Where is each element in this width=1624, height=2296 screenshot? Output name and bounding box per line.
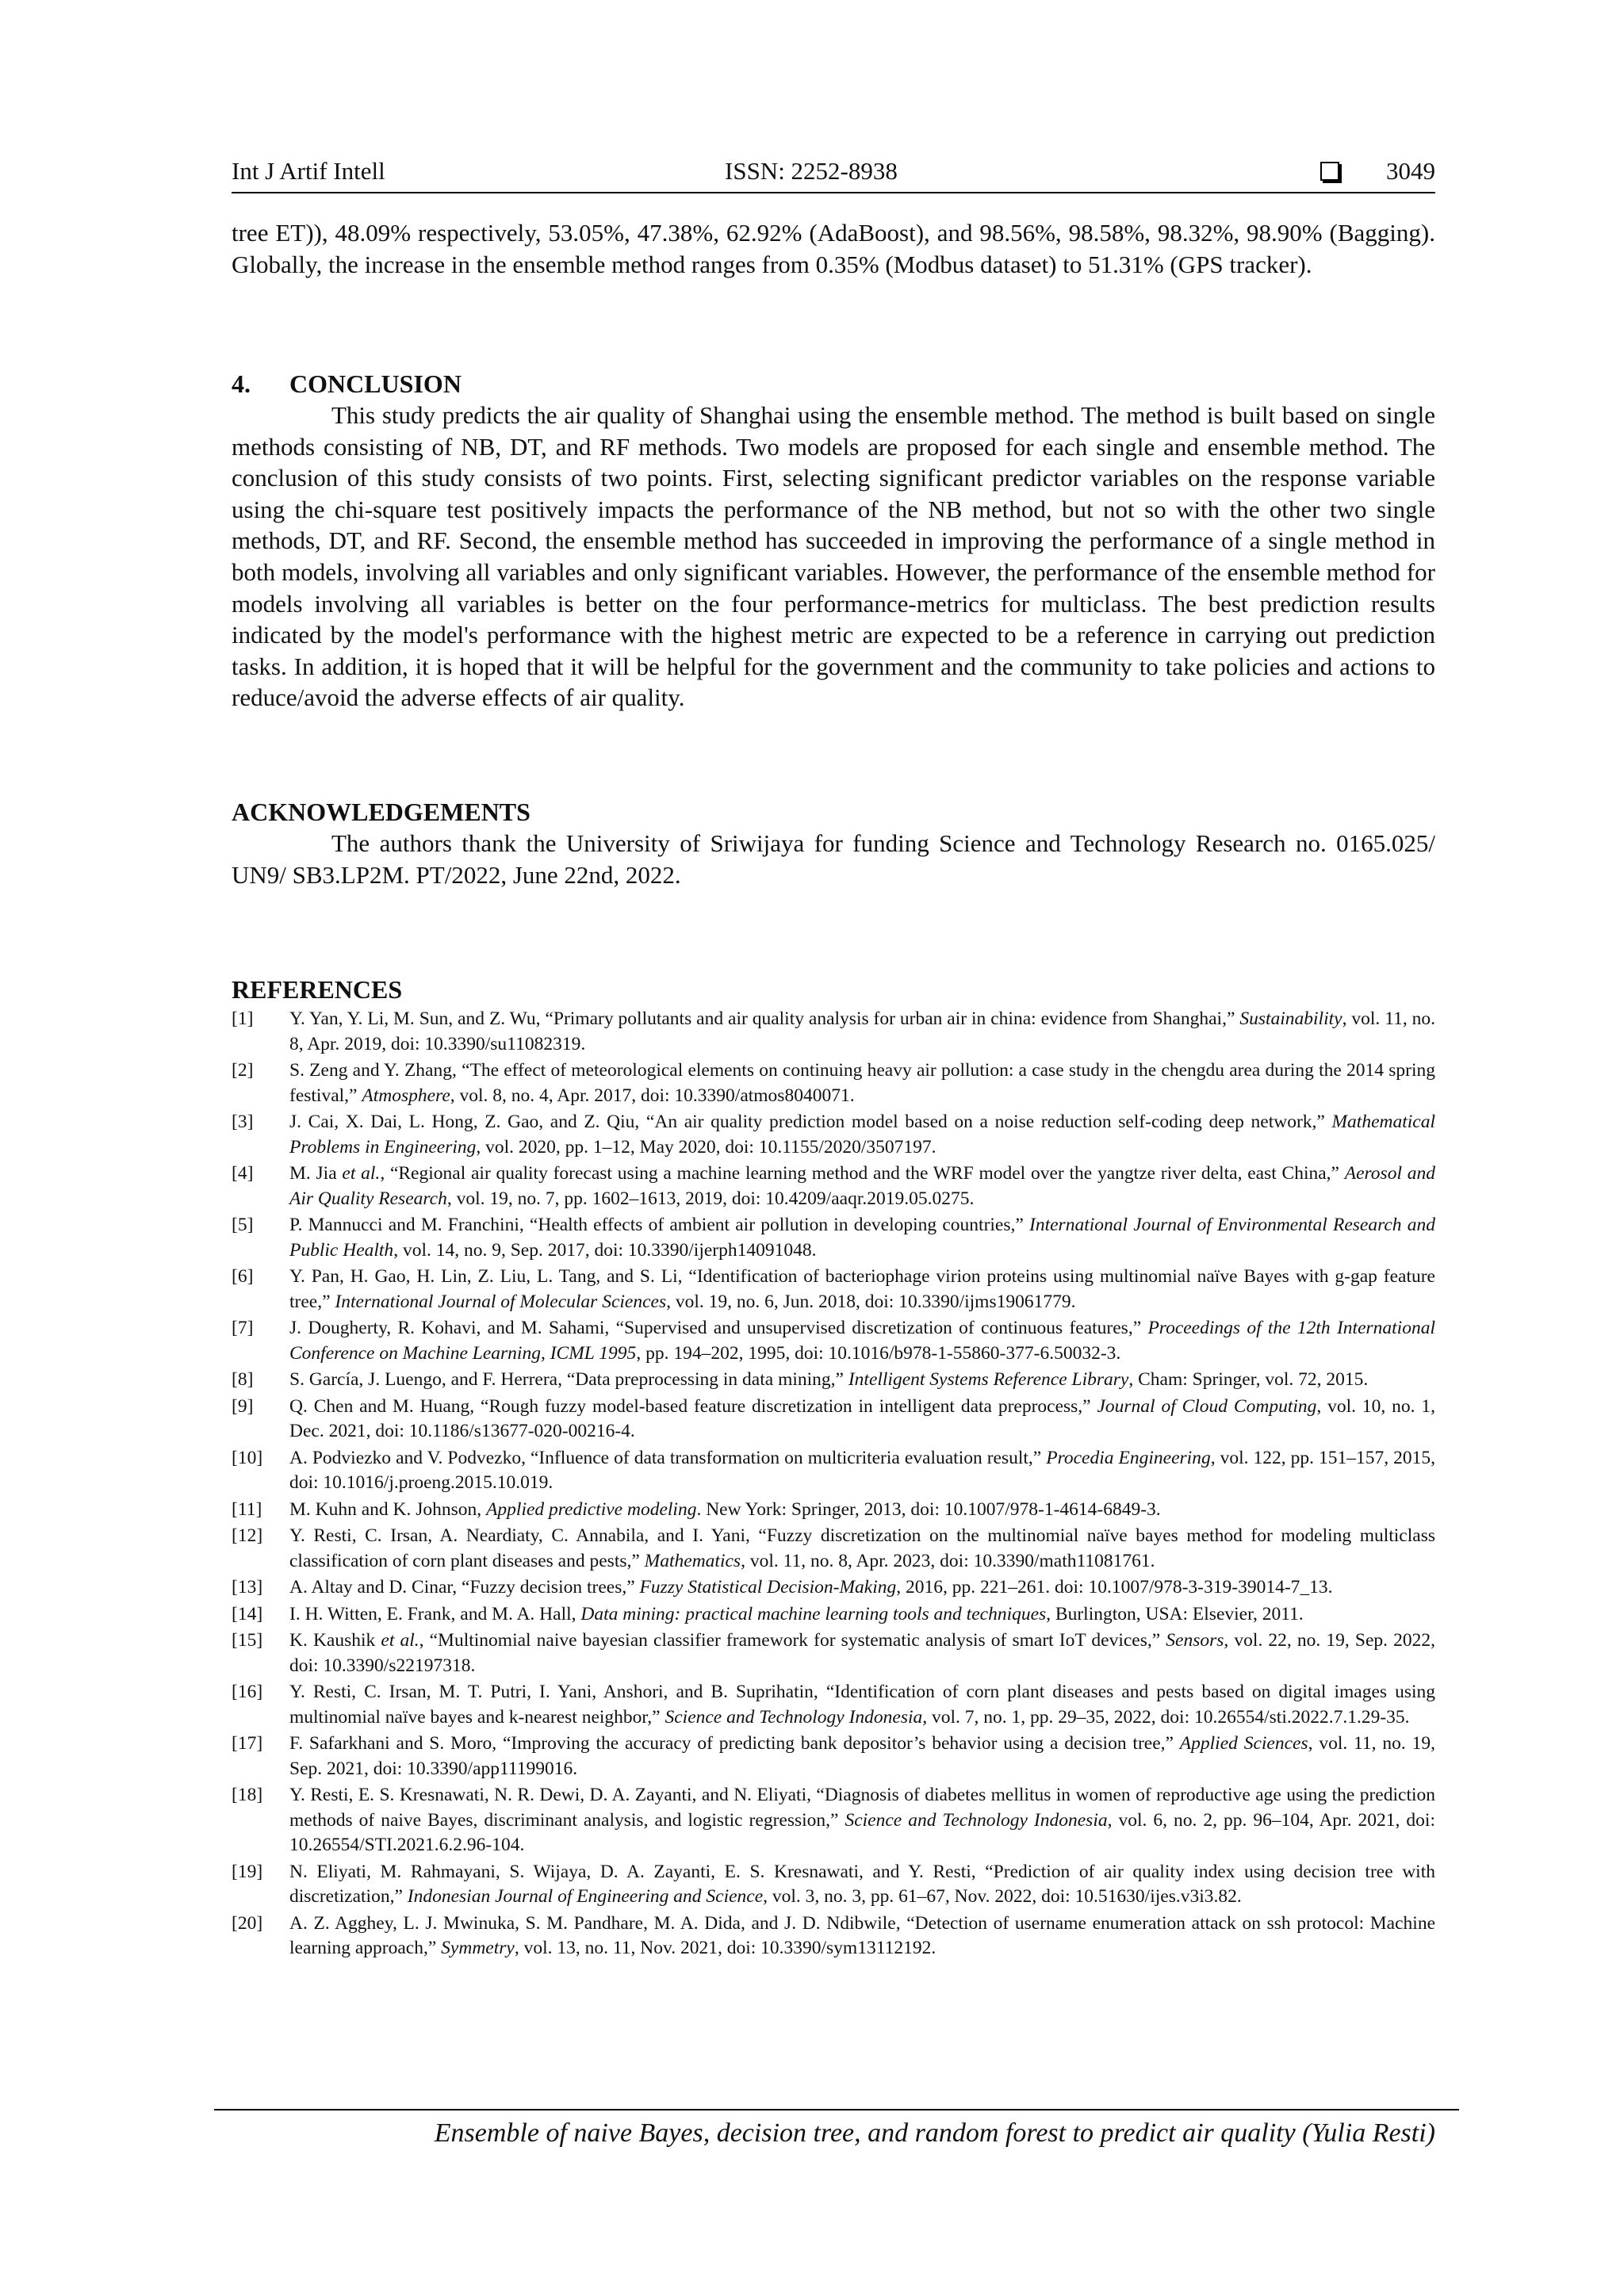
reference-item: [232, 1628, 1435, 1678]
reference-details: , vol. 19, no. 6, Jun. 2018, doi: 10.3390/ijms19061779.: [666, 1291, 1076, 1312]
reference-source: Journal of Cloud Computing: [1097, 1395, 1317, 1417]
reference-source: Proceedings of the 12th International Conference on Machine Learning, ICML 1995: [289, 1318, 1435, 1364]
reference-text: Y. Resti, C. Irsan, M. T. Putri, I. Yani, Anshori, and B. Suprihatin, “Identification of corn plant diseases and pests based on digital images using multinomial naïve bayes and k-nearest neighbor,”: [289, 1682, 1435, 1728]
reference-source: Science and Technology Indonesia: [845, 1809, 1108, 1831]
reference-source: Fuzzy Statistical Decision-Making: [639, 1577, 897, 1598]
square-icon: [1320, 162, 1339, 181]
reference-item: [232, 1265, 1435, 1314]
reference-number: [6]: [232, 1266, 254, 1287]
reference-text: Y. Resti, C. Irsan, A. Neardiaty, C. Annabila, and I. Yani, “Fuzzy discretization on the multinomial naïve bayes method for modeling multiclass classification of corn plant diseases and pests,”: [289, 1525, 1435, 1571]
reference-details: , Burlington, USA: Elsevier, 2011.: [1046, 1603, 1304, 1624]
reference-source: Data mining: practical machine learning tools and techniques: [580, 1603, 1047, 1624]
reference-number: [4]: [232, 1163, 254, 1184]
reference-item: [232, 1575, 1435, 1601]
reference-et-al: et al.: [342, 1163, 381, 1184]
reference-text: Y. Resti, E. S. Kresnawati, N. R. Dewi, D. A. Zayanti, and N. Eliyati, “Diagnosis of diabetes mellitus in women of reproductive age using the prediction methods of naive Bayes, discriminant analysis, and logistic regression,”: [289, 1785, 1435, 1831]
reference-source: Symmetry: [441, 1938, 515, 1958]
reference-item: [232, 1524, 1435, 1574]
reference-text: N. Eliyati, M. Rahmayani, S. Wijaya, D. A. Zayanti, E. S. Kresnawati, and Y. Resti, “Prediction of air quality index using decision tree with discretization,”: [289, 1861, 1435, 1907]
reference-text: P. Mannucci and M. Franchini, “Health effects of ambient air pollution in developing countries,”: [289, 1215, 1030, 1235]
reference-details: , 2016, pp. 221–261. doi: 10.1007/978-3-319-39014-7_13.: [896, 1577, 1333, 1598]
reference-source: Applied Sciences: [1179, 1733, 1308, 1754]
reference-text: A. Altay and D. Cinar, “Fuzzy decision trees,”: [289, 1577, 640, 1598]
reference-details: , vol. 2020, pp. 1–12, May 2020, doi: 10.1155/2020/3507197.: [476, 1136, 936, 1158]
reference-details: , vol. 10, no. 1, Dec. 2021, doi: 10.1186/s13677-020-00216-4.: [289, 1395, 1436, 1441]
reference-number: [5]: [232, 1215, 254, 1235]
reference-text: K. Kaushik: [289, 1630, 381, 1651]
reference-source: Mathematics: [644, 1550, 741, 1571]
conclusion-paragraph: This study predicts the air quality of Shanghai using the ensemble method. The method is built based on single methods consisting of NB, DT, and RF methods. Two models are proposed for each single and ensemble method. The conclusion of this study consists of two points. First, selecting significant predictor variables on the response variable using the chi-square test positively impacts the performance of the NB method, but not so with the other two single methods, DT, and RF. Second, the ensemble method has succeeded in improving the performance of a single method in both models, involving all variables and only significant variables. However, the performance of the ensemble method for models involving all variables is better on the four performance-metrics for multiclass. The best prediction results indicated by the model's performance with the highest metric are expected to be a reference in carrying out prediction tasks. In addition, it is hoped that it will be helpful for the government and the community to take policies and actions to reduce/avoid the adverse effects of air quality.: [232, 401, 1435, 712]
reference-item: [232, 1446, 1435, 1496]
reference-item: [232, 1732, 1435, 1781]
reference-text: M. Jia: [289, 1163, 343, 1184]
issn: ISSN: 2252-8938: [725, 157, 898, 185]
conclusion-section: [232, 368, 1435, 714]
reference-item: [232, 1058, 1435, 1108]
section-number: 4.: [232, 369, 251, 398]
reference-item: [232, 1213, 1435, 1263]
reference-text: J. Dougherty, R. Kohavi, and M. Sahami, “Supervised and unsupervised discretization of continuous features,”: [289, 1318, 1148, 1338]
references-heading: REFERENCES: [232, 975, 403, 1004]
reference-text: Y. Yan, Y. Li, M. Sun, and Z. Wu, “Primary pollutants and air quality analysis for urban air in china: evidence from Shanghai,”: [289, 1008, 1240, 1029]
reference-number: [17]: [232, 1733, 263, 1754]
reference-item: [232, 1007, 1435, 1057]
acknowledgements-paragraph: The authors thank the University of Sriwijaya for funding Science and Technology Research no. 0165.025/ UN9/ SB3.LP2M. PT/2022, June 22nd, 2022.: [232, 829, 1435, 889]
reference-number: [9]: [232, 1395, 254, 1417]
reference-details: , vol. 7, no. 1, pp. 29–35, 2022, doi: 10.26554/sti.2022.7.1.29-35.: [922, 1706, 1410, 1728]
reference-text: M. Kuhn and K. Johnson,: [289, 1498, 487, 1520]
reference-details: , vol. 11, no. 8, Apr. 2019, doi: 10.3390/su11082319.: [289, 1008, 1435, 1054]
reference-number: [14]: [232, 1603, 263, 1624]
reference-source: International Journal of Molecular Sciences: [335, 1291, 667, 1312]
reference-text: , “Regional air quality forecast using a machine learning method and the WRF model over the yangtze river delta, east China,”: [380, 1163, 1345, 1184]
reference-source: Applied predictive modeling: [486, 1498, 697, 1520]
reference-details: , Cham: Springer, vol. 72, 2015.: [1128, 1369, 1369, 1390]
reference-source: Mathematical Problems in Engineering: [289, 1112, 1435, 1158]
reference-text: I. H. Witten, E. Frank, and M. A. Hall,: [289, 1603, 581, 1624]
reference-number: [10]: [232, 1447, 263, 1468]
section-title: CONCLUSION: [289, 369, 462, 398]
reference-text: A. Podviezko and V. Podvezko, “Influence of data transformation on multicriteria evaluation result,”: [289, 1447, 1047, 1468]
reference-text: F. Safarkhani and S. Moro, “Improving the accuracy of predicting bank depositor’s behavior using a decision tree,”: [289, 1733, 1180, 1754]
reference-number: [15]: [232, 1630, 263, 1651]
reference-details: , vol. 13, no. 11, Nov. 2021, doi: 10.3390/sym13112192.: [514, 1938, 936, 1958]
reference-text: J. Cai, X. Dai, L. Hong, Z. Gao, and Z. Qiu, “An air quality prediction model based on a noise reduction self-coding deep network,”: [289, 1112, 1332, 1132]
reference-details: , vol. 3, no. 3, pp. 61–67, Nov. 2022, doi: 10.51630/ijes.v3i3.82.: [763, 1886, 1242, 1907]
reference-details: , vol. 14, no. 9, Sep. 2017, doi: 10.3390/ijerph14091048.: [393, 1239, 817, 1261]
reference-item: [232, 1911, 1435, 1961]
journal-name: Int J Artif Intell: [232, 157, 385, 185]
reference-source: Sustainability: [1239, 1008, 1342, 1029]
reference-text: A. Z. Agghey, L. J. Mwinuka, S. M. Pandhare, M. A. Dida, and J. D. Ndibwile, “Detection of username enumeration attack on ssh protocol: Machine learning approach,”: [289, 1912, 1435, 1958]
reference-number: [3]: [232, 1112, 254, 1132]
reference-number: [12]: [232, 1525, 263, 1546]
reference-details: , vol. 11, no. 19, Sep. 2021, doi: 10.3390/app11199016.: [289, 1733, 1435, 1779]
reference-number: [18]: [232, 1785, 263, 1805]
conclusion-heading: [232, 368, 1435, 400]
reference-item: [232, 1316, 1435, 1366]
intro-section: [232, 217, 1435, 280]
reference-number: [7]: [232, 1318, 254, 1338]
references-section: [232, 974, 1435, 1963]
footer-rule: [214, 2109, 1459, 2110]
acknowledgements-heading: ACKNOWLEDGEMENTS: [232, 798, 530, 826]
reference-item: [232, 1602, 1435, 1628]
reference-source: Sensors: [1166, 1630, 1224, 1651]
reference-item: [232, 1110, 1435, 1160]
running-header: [232, 155, 1435, 193]
reference-source: Procedia Engineering: [1046, 1447, 1211, 1468]
intro-paragraph: tree ET)), 48.09% respectively, 53.05%, 47.38%, 62.92% (AdaBoost), and 98.56%, 98.58%, 98.32%, 98.90% (Bagging). Globally, the increase in the ensemble method ranges from 0.35% (Modbus dataset) to 51.31% (GPS tracker).: [232, 219, 1435, 278]
reference-item: [232, 1395, 1435, 1445]
reference-number: [8]: [232, 1369, 254, 1390]
reference-item: [232, 1860, 1435, 1910]
reference-number: [2]: [232, 1060, 254, 1081]
acknowledgements-section: [232, 796, 1435, 890]
reference-number: [13]: [232, 1577, 263, 1598]
reference-source: Intelligent Systems Reference Library: [848, 1369, 1129, 1390]
reference-number: [16]: [232, 1682, 263, 1702]
reference-text: S. García, J. Luengo, and F. Herrera, “Data preprocessing in data mining,”: [289, 1369, 848, 1390]
reference-number: [20]: [232, 1912, 263, 1934]
reference-source: Science and Technology Indonesia: [665, 1706, 923, 1728]
reference-details: , vol. 22, no. 19, Sep. 2022, doi: 10.3390/s22197318.: [289, 1630, 1435, 1676]
reference-item: [232, 1783, 1435, 1858]
reference-details: , vol. 19, no. 7, pp. 1602–1613, 2019, doi: 10.4209/aaqr.2019.05.0275.: [446, 1188, 975, 1209]
reference-item: [232, 1680, 1435, 1730]
page-number: 3049: [1386, 157, 1435, 185]
reference-details: , vol. 6, no. 2, pp. 96–104, Apr. 2021, doi: 10.26554/STI.2021.6.2.96-104.: [289, 1809, 1435, 1855]
reference-source: Indonesian Journal of Engineering and Science: [407, 1886, 764, 1907]
reference-details: , pp. 194–202, 1995, doi: 10.1016/b978-1-55860-377-6.50032-3.: [636, 1342, 1121, 1364]
reference-source: Atmosphere: [362, 1085, 450, 1106]
reference-number: [19]: [232, 1861, 263, 1882]
reference-source: Aerosol and Air Quality Research: [289, 1163, 1436, 1209]
reference-item: [232, 1498, 1435, 1523]
reference-number: [1]: [232, 1008, 254, 1029]
reference-details: . New York: Springer, 2013, doi: 10.1007/978-1-4614-6849-3.: [696, 1498, 1161, 1520]
reference-text: , “Multinomial naive bayesian classifier framework for systematic analysis of smart IoT devices,”: [419, 1630, 1166, 1651]
reference-source: International Journal of Environmental Research and Public Health: [289, 1215, 1436, 1261]
reference-details: , vol. 122, pp. 151–157, 2015, doi: 10.1016/j.proeng.2015.10.019.: [289, 1447, 1436, 1493]
reference-text: Y. Pan, H. Gao, H. Lin, Z. Liu, L. Tang, and S. Li, “Identification of bacteriophage virion proteins using multinomial naïve Bayes with g-gap feature tree,”: [289, 1266, 1435, 1312]
reference-list: [232, 1007, 1435, 1961]
reference-number: [11]: [232, 1498, 262, 1520]
reference-details: , vol. 8, no. 4, Apr. 2017, doi: 10.3390/atmos8040071.: [450, 1085, 855, 1106]
reference-item: [232, 1368, 1435, 1393]
reference-item: [232, 1161, 1435, 1211]
running-footer: Ensemble of naive Bayes, decision tree, and random forest to predict air quality (Yulia Resti): [434, 2118, 1435, 2148]
reference-text: Q. Chen and M. Huang, “Rough fuzzy model-based feature discretization in intelligent data preprocess,”: [289, 1395, 1097, 1417]
reference-details: , vol. 11, no. 8, Apr. 2023, doi: 10.3390/math11081761.: [741, 1550, 1155, 1571]
reference-et-al: et al.: [381, 1630, 419, 1651]
reference-text: S. Zeng and Y. Zhang, “The effect of meteorological elements on continuing heavy air pollution: a case study in the chengdu area during the 2014 spring festival,”: [289, 1060, 1435, 1106]
